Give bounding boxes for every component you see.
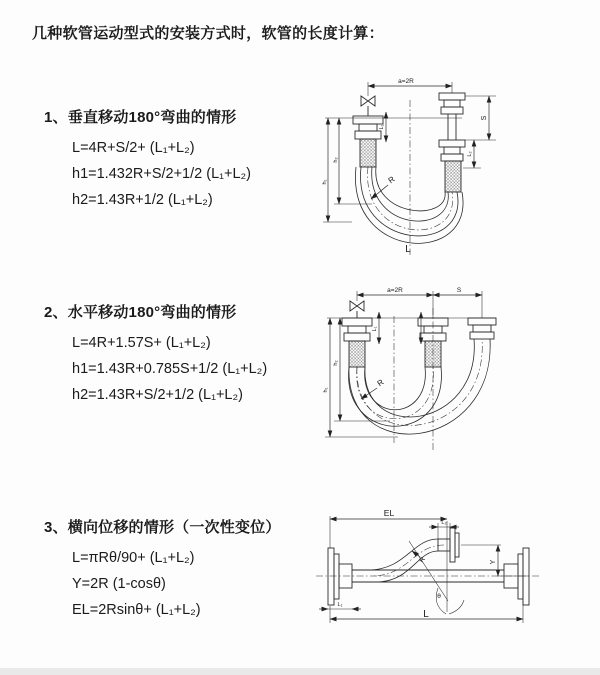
braided-hose-section [360,139,376,167]
extension-lines [328,516,529,623]
diagram-vertical-180-bend [315,72,600,264]
section-heading: 2、水平移动180°弯曲的情形 [44,304,237,321]
pipes-and-fittings [328,528,529,605]
dim-label-r: R [375,377,386,389]
dim-label-h1: h₁ [323,387,329,393]
dim-label-theta: θ [437,593,441,600]
page-title: 几种软管运动型式的安装方式时，软管的长度计算： [32,25,384,42]
hose-centerline [372,545,444,576]
dim-label-s: S [456,287,462,294]
dim-label-h1: h₁ [322,179,328,185]
dim-label-y: Y [490,559,497,565]
dim-label-s: S [481,115,488,121]
section-lateral-displacement [44,516,324,623]
dim-label-r: R [386,174,397,186]
dimension-lines [330,519,523,619]
braided-hose-section [445,161,461,192]
dim-label-l1: L₁ [379,124,385,130]
valve-icon [361,96,375,106]
formula-line: L=4R+1.57S+ (L₁+L₂) [72,335,211,351]
dimension-lines [328,86,489,222]
formula-line: L=4R+S/2+ (L₁+L₂) [72,140,195,156]
page-bottom-edge [0,668,600,675]
diagram-lateral-displacement [310,490,600,635]
formula-line: EL=2Rsinθ+ (L₁+L₂) [72,602,201,618]
diagram-horizontal-180-bend [312,285,600,457]
dim-label-l1: L₁ [337,602,343,608]
dim-label-el: EL [383,508,395,518]
dim-label-l2: L₂ [441,520,447,526]
section-horizontal-movement [44,301,324,408]
radius-line [409,541,448,601]
formula-line: h2=1.43R+S/2+1/2 (L₁+L₂) [72,387,243,403]
dim-label-span: a=2R [387,287,403,294]
section-heading: 1、垂直移动180°弯曲的情形 [44,109,237,126]
dim-label-r: R [418,556,428,565]
dim-label-l1: L₁ [372,326,378,332]
section-vertical-movement [44,106,324,213]
formula-line: h1=1.43R+0.785S+1/2 (L₁+L₂) [72,361,268,377]
hose-centerline [357,367,434,419]
pipes-and-fittings [342,301,496,367]
hose-curves [349,339,491,434]
dim-label-l: L [405,244,411,255]
dim-label-l: L [423,609,429,620]
dim-label-h2: h₂ [333,360,339,366]
dim-label-l2: L₂ [467,151,473,157]
radius-leader [361,388,377,399]
dim-label-span: a=2R [398,78,414,85]
pipes-and-fittings [353,93,465,192]
dim-label-h2: h₂ [333,157,339,163]
valve-icon [350,301,364,311]
formula-line: h1=1.432R+S/2+1/2 (L₁+L₂) [72,166,252,182]
braided-hose-section [349,341,365,367]
formula-line: Y=2R (1-cosθ) [72,576,166,592]
section-heading: 3、横向位移的情形（一次性变位） [44,519,281,536]
formula-line: h2=1.43R+1/2 (L₁+L₂) [72,192,213,208]
formula-line: L=πRθ/90+ (L₁+L₂) [72,550,195,566]
